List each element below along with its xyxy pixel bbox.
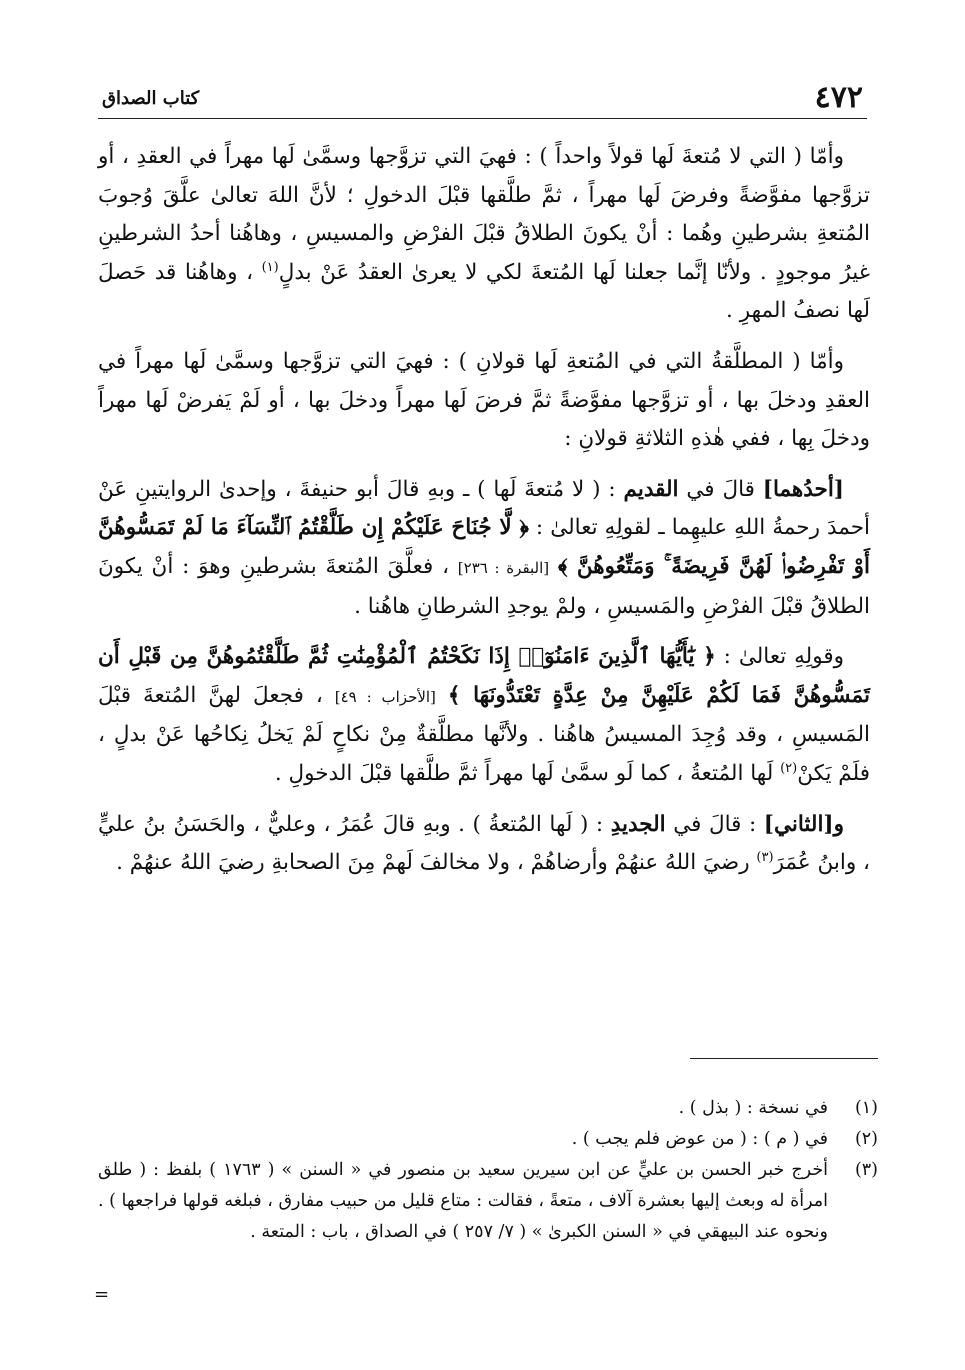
- paragraph-text: ، وهاهُنا قد حَصلَ لَها نصفُ المهرِ .: [98, 259, 870, 324]
- section-label: و[الثاني]: [763, 811, 844, 837]
- bold-term: الجديدِ: [610, 811, 666, 837]
- paragraph-text: لَها المُتعةُ ، كما لَو سمَّىٰ لَها مهراً ثمَّ طلَّقها قبْلَ الدخولِ .: [274, 760, 781, 786]
- quran-verse: ﴿ يَٰٓأَيُّهَا ٱلَّذِينَ ءَامَنُوٓا۟ إِذَا نَكَحْتُمُ ٱلْمُؤْمِنَٰتِ ثُمَّ طَلَّقْتُمُوهُنَّ مِن قَبْلِ أَن تَمَسُّوهُنَّ فَمَا لَكُمْ عَلَيْهِنَّ مِنْ عِدَّةٍ تَعْتَدُّونَهَا ﴾: [98, 644, 870, 708]
- running-title: كتاب الصداق: [102, 88, 200, 109]
- continuation-mark: =: [94, 1284, 110, 1305]
- paragraph-text: رضيَ اللهُ عنهُمْ وأرضاهُمْ ، ولا مخالفَ لَهمْ مِنَ الصحابةِ رضيَ اللهُ عنهُمْ .: [116, 850, 757, 876]
- footnote-text: في نسخة : ( بذل ) .: [678, 1098, 828, 1118]
- footnotes: [98, 1093, 878, 1248]
- footnote-2: [98, 1124, 878, 1155]
- footnote-1: [98, 1093, 878, 1124]
- paragraph-1: [98, 138, 870, 331]
- footnote-divider: [690, 1058, 878, 1059]
- verse-reference: [الأحزاب : ٤٩]: [334, 687, 436, 706]
- page-number: ٤٧٢: [814, 80, 863, 115]
- paragraph-2: [98, 343, 870, 459]
- paragraph-text: وقولِهِ تعالىٰ :: [715, 644, 844, 670]
- quran-verse: ﴿ لَّا جُنَاحَ عَلَيْكُمْ إِن طَلَّقْتُمُ ٱلنِّسَآءَ مَا لَمْ تَمَسُّوهُنَّ أَوْ تَفْرِضُوا۟ لَهُنَّ فَرِيضَةً ۚ وَمَتِّعُوهُنَّ ﴾: [98, 515, 870, 579]
- paragraph-text: قالَ في: [678, 476, 763, 502]
- footnote-text: في ( م ) : ( من عوض فلم يجب ) .: [571, 1129, 828, 1149]
- page-header: [98, 76, 867, 119]
- footnote-ref: (١): [261, 259, 279, 275]
- paragraph-text: : ( لَها المُتعةُ ) . وبهِ قالَ عُمَرُ ، وعليٌّ ، والحَسَنُ بنُ عليٍّ ، وابنُ عُمَرَ: [98, 811, 870, 876]
- paragraph-3: [98, 471, 870, 626]
- footnote-number: (١): [854, 1098, 878, 1118]
- footnote-ref: (٣): [756, 849, 774, 865]
- footnote-number: (٢): [854, 1129, 878, 1149]
- paragraph-text: ، فجعلَ لهنَّ المُتعةَ قبْلَ المَسيسِ ، وقد وُجِدَ المسيسُ هاهُنا . ولأنَّها مطلَّقةٌ مِنْ نكاحٍ لَمْ يَخلُ نِكاحُها عَنْ بدلٍ ، فلَمْ يَكنْ: [98, 682, 870, 786]
- paragraph-4: [98, 638, 870, 793]
- paragraph-text: وأمّا ( المطلَّقةُ التي في المُتعةِ لَها قولانِ ) : فهيَ التي تزوَّجها وسمَّىٰ لَها مهراً في العقدِ ودخلَ بها ، أو تزوَّجها مفوَّضةً ثمَّ فرضَ لَها مهراً ودخلَ بها ، أو لَمْ يَفرضْ لَها مهراً ودخلَ بِها ، ففي هٰذهِ الثلاثةِ قولانِ :: [98, 348, 870, 452]
- paragraph-5: [98, 806, 870, 883]
- paragraph-text: ، فعلَّقَ المُتعةَ بشرطينِ وهوَ : أنْ يكونَ الطلاقُ قبْلَ الفرْضِ والمَسيسِ ، ولمْ يوجدِ الشرطانِ هاهُنا .: [98, 553, 870, 619]
- paragraph-text: : قالَ في: [665, 811, 764, 837]
- paragraph-text: : ( لا مُتعةَ لَها ) ـ وبهِ قالَ أبو حنيفةَ ، وإحدىٰ الروايتينِ عَنْ أحمدَ رحمةُ اللهِ عليهِما ـ لقولِهِ تعالىٰ :: [98, 476, 870, 541]
- main-text: [98, 138, 870, 895]
- bold-term: القديم: [623, 476, 679, 502]
- footnote-3: [98, 1155, 878, 1248]
- footnote-number: (٣): [854, 1160, 878, 1180]
- footnote-text: أخرج خبر الحسن بن عليٍّ عن ابن سيرين سعيد بن منصور في « السنن » ( ١٧٦٣ ) بلفظ : ( طلق امرأة له وبعث إليها بعشرة آلاف ، متعةً ، فقالت : متاع قليل من حبيب مفارق ، فبلغه قولها فراجعها ) . ونحوه عند البيهقي في « السنن الكبرىٰ » ( ٧/ ٢٥٧ ) في الصداق ، باب : المتعة .: [98, 1160, 828, 1242]
- section-label: [أحدُهما]: [762, 476, 844, 502]
- paragraph-text: وأمّا ( التي لا مُتعةَ لَها قولاً واحداً ) : فهيَ التي تزوَّجها وسمَّىٰ لَها مهراً في العقدِ ، أو تزوَّجها مفوَّضةً وفرضَ لَها مهراً ، ثمَّ طلَّقها قبْلَ الدخولِ ؛ لأنَّ اللهَ تعالىٰ علَّقَ وُجوبَ المُتعةِ بشرطينِ وهُما : أنْ يكونَ الطلاقُ قبْلَ الفرْضِ والمسيسِ ، وهاهُنا أحدُ الشرطينِ غيرُ موجودٍ . ولأنّا إنَّما جعلنا لَها المُتعةَ لكي لا يعرىٰ العقدُ عَنْ بدلٍ: [98, 144, 870, 285]
- footnote-ref: (٢): [780, 760, 798, 776]
- verse-reference: [البقرة : ٢٣٦]: [457, 558, 550, 577]
